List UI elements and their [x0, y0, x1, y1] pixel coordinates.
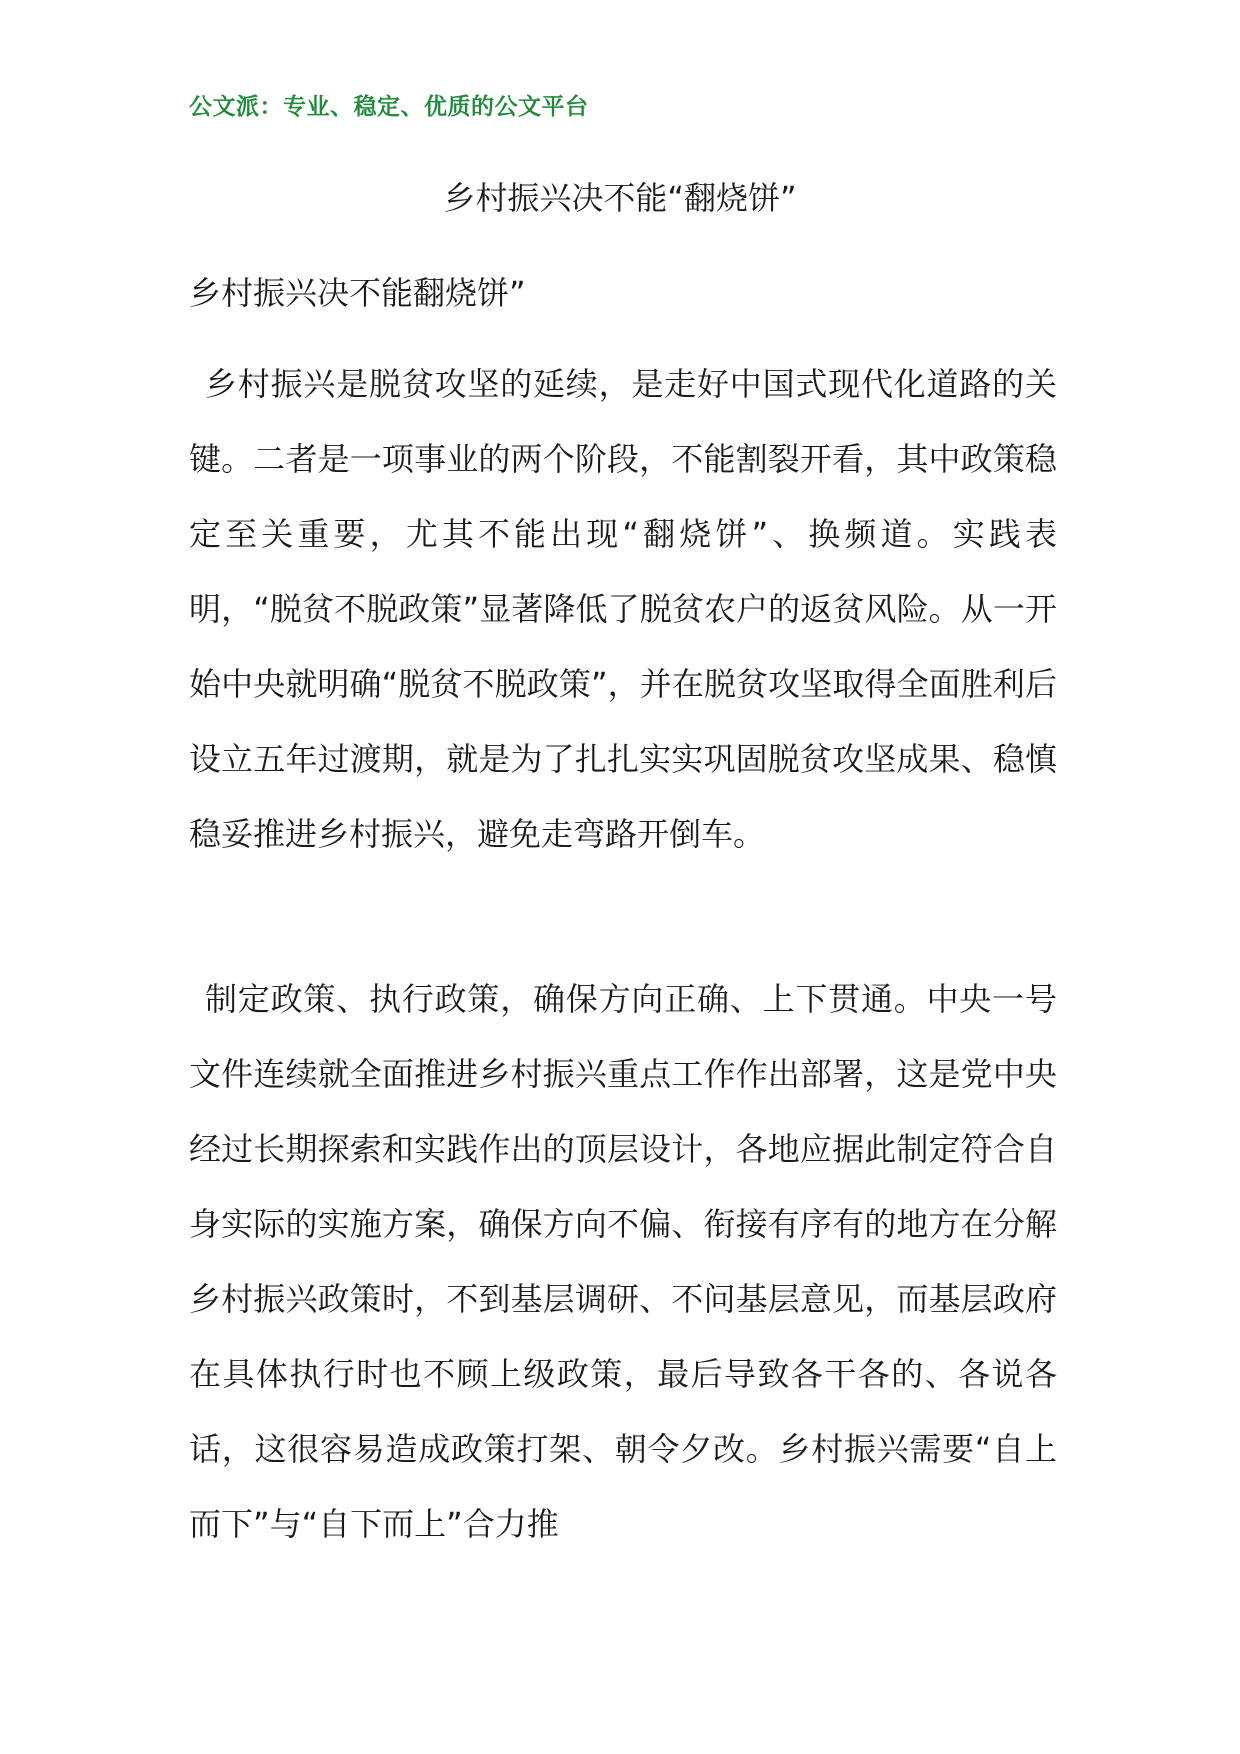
body-paragraph-1: 乡村振兴是脱贫攻坚的延续，是走好中国式现代化道路的关键。二者是一项事业的两个阶段，不能割裂开看，其中政策稳定至关重要，尤其不能出现“翻烧饼”、换频道。实践表明，“脱贫不脱政策”显著降低了脱贫农户的返贫风险。从一开始中央就明确“脱贫不脱政策”，并在脱贫攻坚取得全面胜利后设立五年过渡期，就是为了扎扎实实巩固脱贫攻坚成果、稳慎稳妥推进乡村振兴，避免走弯路开倒车。 — [189, 365, 1057, 853]
header-brand: 公文派：专业、稳定、优质的公文平台 — [189, 94, 589, 120]
document-subtitle: 乡村振兴决不能翻烧饼” — [189, 274, 526, 312]
body-paragraph-2: 制定政策、执行政策，确保方向正确、上下贯通。中央一号文件连续就全面推进乡村振兴重点工作作出部署，这是党中央经过长期探索和实践作出的顶层设计，各地应据此制定符合自身实际的实施方案，确保方向不偏、衔接有序有的地方在分解乡村振兴政策时，不到基层调研、不问基层意见，而基层政府在具体执行时也不顾上级政策，最后导致各干各的、各说各话，这很容易造成政策打架、朝令夕改。乡村振兴需要“自上而下”与“自下而上”合力推 — [189, 980, 1057, 1543]
document-title: 乡村振兴决不能“翻烧饼” — [443, 179, 797, 217]
